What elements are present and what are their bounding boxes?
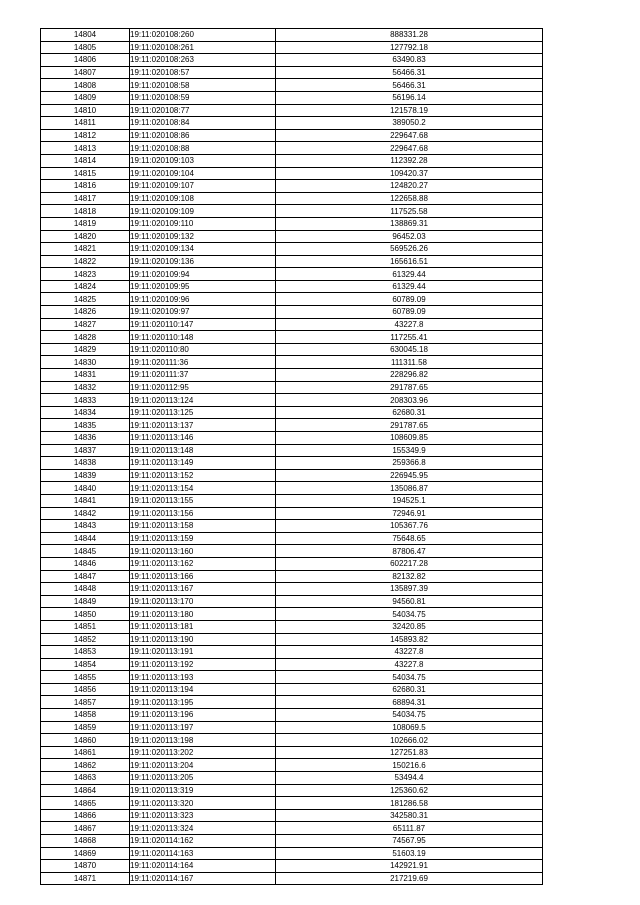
table-row [41,444,543,457]
row-number-cell: 14869 [41,847,130,860]
value-cell: 61329.44 [276,280,543,293]
row-number-cell: 14862 [41,759,130,772]
cadastral-number-cell: 19:11:020113:202 [130,746,276,759]
cadastral-number-cell: 19:11:020109:134 [130,243,276,256]
table-row [41,520,543,533]
row-number-cell: 14845 [41,545,130,558]
value-cell: 229647.68 [276,142,543,155]
cadastral-number-cell: 19:11:020113:125 [130,406,276,419]
value-cell: 102666.02 [276,734,543,747]
value-cell: 117525.58 [276,205,543,218]
row-number-cell: 14820 [41,230,130,243]
row-number-cell: 14813 [41,142,130,155]
cadastral-number-cell: 19:11:020113:320 [130,797,276,810]
row-number-cell: 14849 [41,595,130,608]
row-number-cell: 14830 [41,356,130,369]
row-number-cell: 14867 [41,822,130,835]
table-row [41,180,543,193]
table-row [41,797,543,810]
table-row [41,494,543,507]
table-row [41,167,543,180]
row-number-cell: 14851 [41,620,130,633]
value-cell: 602217.28 [276,557,543,570]
table-row [41,419,543,432]
table-row [41,734,543,747]
table-row [41,268,543,281]
row-number-cell: 14811 [41,117,130,130]
table-row [41,356,543,369]
table-row [41,280,543,293]
row-number-cell: 14823 [41,268,130,281]
table-row [41,255,543,268]
row-number-cell: 14804 [41,29,130,42]
value-cell: 226945.95 [276,469,543,482]
cadastral-number-cell: 19:11:020113:159 [130,532,276,545]
value-cell: 194525.1 [276,494,543,507]
value-cell: 51603.19 [276,847,543,860]
table-row [41,406,543,419]
cadastral-number-cell: 19:11:020109:97 [130,306,276,319]
table-row [41,79,543,92]
cadastral-number-cell: 19:11:020109:132 [130,230,276,243]
table-row [41,41,543,54]
table-row [41,205,543,218]
row-number-cell: 14854 [41,658,130,671]
table-row [41,142,543,155]
cadastral-number-cell: 19:11:020113:166 [130,570,276,583]
table-row [41,217,543,230]
table-row [41,784,543,797]
cadastral-number-cell: 19:11:020114:167 [130,872,276,885]
cadastral-number-cell: 19:11:020113:195 [130,696,276,709]
cadastral-number-cell: 19:11:020108:58 [130,79,276,92]
table-row [41,809,543,822]
table-row [41,532,543,545]
row-number-cell: 14850 [41,608,130,621]
row-number-cell: 14810 [41,104,130,117]
value-cell: 259366.8 [276,457,543,470]
row-number-cell: 14842 [41,507,130,520]
cadastral-value-table [40,28,543,885]
cadastral-number-cell: 19:11:020113:194 [130,683,276,696]
table-row [41,633,543,646]
table-row [41,343,543,356]
cadastral-number-cell: 19:11:020109:136 [130,255,276,268]
row-number-cell: 14852 [41,633,130,646]
row-number-cell: 14870 [41,860,130,873]
value-cell: 155349.9 [276,444,543,457]
cadastral-number-cell: 19:11:020113:181 [130,620,276,633]
table-row [41,545,543,558]
row-number-cell: 14816 [41,180,130,193]
row-number-cell: 14840 [41,482,130,495]
cadastral-number-cell: 19:11:020108:86 [130,129,276,142]
cadastral-number-cell: 19:11:020113:162 [130,557,276,570]
table-row [41,759,543,772]
cadastral-number-cell: 19:11:020109:108 [130,192,276,205]
cadastral-number-cell: 19:11:020109:94 [130,268,276,281]
value-cell: 94560.81 [276,595,543,608]
row-number-cell: 14858 [41,709,130,722]
table-row [41,482,543,495]
row-number-cell: 14831 [41,369,130,382]
value-cell: 62680.31 [276,683,543,696]
row-number-cell: 14829 [41,343,130,356]
value-cell: 142921.91 [276,860,543,873]
row-number-cell: 14860 [41,734,130,747]
cadastral-number-cell: 19:11:020108:263 [130,54,276,67]
value-cell: 121578.19 [276,104,543,117]
cadastral-number-cell: 19:11:020110:147 [130,318,276,331]
cadastral-number-cell: 19:11:020113:198 [130,734,276,747]
value-cell: 75648.65 [276,532,543,545]
row-number-cell: 14868 [41,835,130,848]
table-row [41,381,543,394]
value-cell: 630045.18 [276,343,543,356]
value-cell: 108609.85 [276,432,543,445]
table-row [41,646,543,659]
cadastral-number-cell: 19:11:020109:103 [130,154,276,167]
table-row [41,709,543,722]
row-number-cell: 14817 [41,192,130,205]
value-cell: 569526.26 [276,243,543,256]
row-number-cell: 14819 [41,217,130,230]
row-number-cell: 14856 [41,683,130,696]
cadastral-number-cell: 19:11:020112:95 [130,381,276,394]
cadastral-number-cell: 19:11:020111:37 [130,369,276,382]
row-number-cell: 14818 [41,205,130,218]
cadastral-number-cell: 19:11:020113:160 [130,545,276,558]
cadastral-number-cell: 19:11:020108:261 [130,41,276,54]
value-cell: 56466.31 [276,66,543,79]
cadastral-number-cell: 19:11:020113:167 [130,583,276,596]
table-row [41,243,543,256]
table-row [41,822,543,835]
value-cell: 61329.44 [276,268,543,281]
table-row [41,872,543,885]
table-row [41,835,543,848]
row-number-cell: 14806 [41,54,130,67]
value-cell: 43227.8 [276,658,543,671]
value-cell: 72946.91 [276,507,543,520]
table-row [41,570,543,583]
value-cell: 111311.58 [276,356,543,369]
row-number-cell: 14841 [41,494,130,507]
value-cell: 291787.65 [276,419,543,432]
table-row [41,772,543,785]
cadastral-number-cell: 19:11:020113:192 [130,658,276,671]
cadastral-number-cell: 19:11:020113:155 [130,494,276,507]
value-cell: 109420.37 [276,167,543,180]
value-cell: 135086.87 [276,482,543,495]
row-number-cell: 14828 [41,331,130,344]
table-row [41,230,543,243]
table-row [41,583,543,596]
table-row [41,66,543,79]
cadastral-number-cell: 19:11:020113:152 [130,469,276,482]
row-number-cell: 14844 [41,532,130,545]
value-cell: 229647.68 [276,129,543,142]
row-number-cell: 14847 [41,570,130,583]
cadastral-number-cell: 19:11:020113:149 [130,457,276,470]
table-row [41,557,543,570]
value-cell: 135897.39 [276,583,543,596]
value-cell: 53494.4 [276,772,543,785]
table-row [41,847,543,860]
table-row [41,91,543,104]
row-number-cell: 14855 [41,671,130,684]
cadastral-number-cell: 19:11:020108:77 [130,104,276,117]
cadastral-number-cell: 19:11:020108:84 [130,117,276,130]
value-cell: 342580.31 [276,809,543,822]
row-number-cell: 14821 [41,243,130,256]
value-cell: 62680.31 [276,406,543,419]
table-row [41,117,543,130]
table-row [41,154,543,167]
value-cell: 68894.31 [276,696,543,709]
cadastral-number-cell: 19:11:020111:36 [130,356,276,369]
row-number-cell: 14833 [41,394,130,407]
table-body [41,29,543,885]
table-row [41,457,543,470]
cadastral-number-cell: 19:11:020113:205 [130,772,276,785]
cadastral-number-cell: 19:11:020108:59 [130,91,276,104]
cadastral-number-cell: 19:11:020113:154 [130,482,276,495]
cadastral-number-cell: 19:11:020109:96 [130,293,276,306]
row-number-cell: 14863 [41,772,130,785]
value-cell: 60789.09 [276,293,543,306]
cadastral-number-cell: 19:11:020113:191 [130,646,276,659]
cadastral-number-cell: 19:11:020113:156 [130,507,276,520]
value-cell: 117255.41 [276,331,543,344]
value-cell: 65111.87 [276,822,543,835]
value-cell: 54034.75 [276,608,543,621]
table-row [41,683,543,696]
value-cell: 56466.31 [276,79,543,92]
table-row [41,104,543,117]
cadastral-number-cell: 19:11:020113:137 [130,419,276,432]
row-number-cell: 14865 [41,797,130,810]
row-number-cell: 14808 [41,79,130,92]
table-row [41,394,543,407]
cadastral-number-cell: 19:11:020109:95 [130,280,276,293]
cadastral-number-cell: 19:11:020109:110 [130,217,276,230]
table-row [41,595,543,608]
row-number-cell: 14853 [41,646,130,659]
value-cell: 43227.8 [276,318,543,331]
row-number-cell: 14834 [41,406,130,419]
cadastral-number-cell: 19:11:020108:57 [130,66,276,79]
table-row [41,671,543,684]
cadastral-number-cell: 19:11:020113:124 [130,394,276,407]
cadastral-number-cell: 19:11:020113:170 [130,595,276,608]
value-cell: 165616.51 [276,255,543,268]
value-cell: 125360.62 [276,784,543,797]
cadastral-number-cell: 19:11:020113:204 [130,759,276,772]
table-row [41,29,543,42]
table-row [41,746,543,759]
row-number-cell: 14866 [41,809,130,822]
row-number-cell: 14824 [41,280,130,293]
cadastral-number-cell: 19:11:020110:80 [130,343,276,356]
row-number-cell: 14861 [41,746,130,759]
row-number-cell: 14839 [41,469,130,482]
table-row [41,860,543,873]
value-cell: 291787.65 [276,381,543,394]
table-row [41,507,543,520]
row-number-cell: 14837 [41,444,130,457]
row-number-cell: 14814 [41,154,130,167]
row-number-cell: 14859 [41,721,130,734]
value-cell: 888331.28 [276,29,543,42]
cadastral-number-cell: 19:11:020113:324 [130,822,276,835]
table-row [41,696,543,709]
value-cell: 124820.27 [276,180,543,193]
cadastral-number-cell: 19:11:020109:107 [130,180,276,193]
value-cell: 54034.75 [276,671,543,684]
table-row [41,620,543,633]
row-number-cell: 14812 [41,129,130,142]
table-row [41,318,543,331]
value-cell: 138869.31 [276,217,543,230]
cadastral-number-cell: 19:11:020114:163 [130,847,276,860]
cadastral-number-cell: 19:11:020113:146 [130,432,276,445]
row-number-cell: 14826 [41,306,130,319]
row-number-cell: 14827 [41,318,130,331]
row-number-cell: 14848 [41,583,130,596]
row-number-cell: 14832 [41,381,130,394]
row-number-cell: 14857 [41,696,130,709]
table-row [41,469,543,482]
value-cell: 105367.76 [276,520,543,533]
cadastral-number-cell: 19:11:020114:162 [130,835,276,848]
row-number-cell: 14843 [41,520,130,533]
row-number-cell: 14836 [41,432,130,445]
table-row [41,331,543,344]
table-row [41,306,543,319]
table-row [41,432,543,445]
cadastral-number-cell: 19:11:020113:193 [130,671,276,684]
value-cell: 63490.83 [276,54,543,67]
cadastral-number-cell: 19:11:020113:323 [130,809,276,822]
row-number-cell: 14807 [41,66,130,79]
row-number-cell: 14805 [41,41,130,54]
value-cell: 208303.96 [276,394,543,407]
cadastral-number-cell: 19:11:020113:190 [130,633,276,646]
cadastral-number-cell: 19:11:020113:148 [130,444,276,457]
value-cell: 127792.18 [276,41,543,54]
value-cell: 74567.95 [276,835,543,848]
value-cell: 56196.14 [276,91,543,104]
value-cell: 82132.82 [276,570,543,583]
table-row [41,658,543,671]
value-cell: 122658.88 [276,192,543,205]
value-cell: 217219.69 [276,872,543,885]
row-number-cell: 14815 [41,167,130,180]
cadastral-number-cell: 19:11:020113:197 [130,721,276,734]
value-cell: 112392.28 [276,154,543,167]
row-number-cell: 14871 [41,872,130,885]
table-row [41,54,543,67]
row-number-cell: 14846 [41,557,130,570]
cadastral-number-cell: 19:11:020110:148 [130,331,276,344]
table-row [41,293,543,306]
value-cell: 108069.5 [276,721,543,734]
value-cell: 43227.8 [276,646,543,659]
value-cell: 60789.09 [276,306,543,319]
row-number-cell: 14838 [41,457,130,470]
value-cell: 32420.85 [276,620,543,633]
row-number-cell: 14835 [41,419,130,432]
value-cell: 145893.82 [276,633,543,646]
value-cell: 228296.82 [276,369,543,382]
row-number-cell: 14822 [41,255,130,268]
value-cell: 87806.47 [276,545,543,558]
cadastral-number-cell: 19:11:020109:109 [130,205,276,218]
value-cell: 96452.03 [276,230,543,243]
table-row [41,721,543,734]
cadastral-number-cell: 19:11:020108:260 [130,29,276,42]
value-cell: 181286.58 [276,797,543,810]
value-cell: 54034.75 [276,709,543,722]
value-cell: 389050.2 [276,117,543,130]
cadastral-number-cell: 19:11:020108:88 [130,142,276,155]
row-number-cell: 14809 [41,91,130,104]
table-row [41,369,543,382]
cadastral-number-cell: 19:11:020113:196 [130,709,276,722]
table-row [41,608,543,621]
cadastral-number-cell: 19:11:020113:319 [130,784,276,797]
value-cell: 127251.83 [276,746,543,759]
cadastral-number-cell: 19:11:020109:104 [130,167,276,180]
cadastral-number-cell: 19:11:020113:180 [130,608,276,621]
row-number-cell: 14864 [41,784,130,797]
cadastral-number-cell: 19:11:020113:158 [130,520,276,533]
row-number-cell: 14825 [41,293,130,306]
table-row [41,129,543,142]
cadastral-number-cell: 19:11:020114:164 [130,860,276,873]
value-cell: 150216.6 [276,759,543,772]
table-row [41,192,543,205]
